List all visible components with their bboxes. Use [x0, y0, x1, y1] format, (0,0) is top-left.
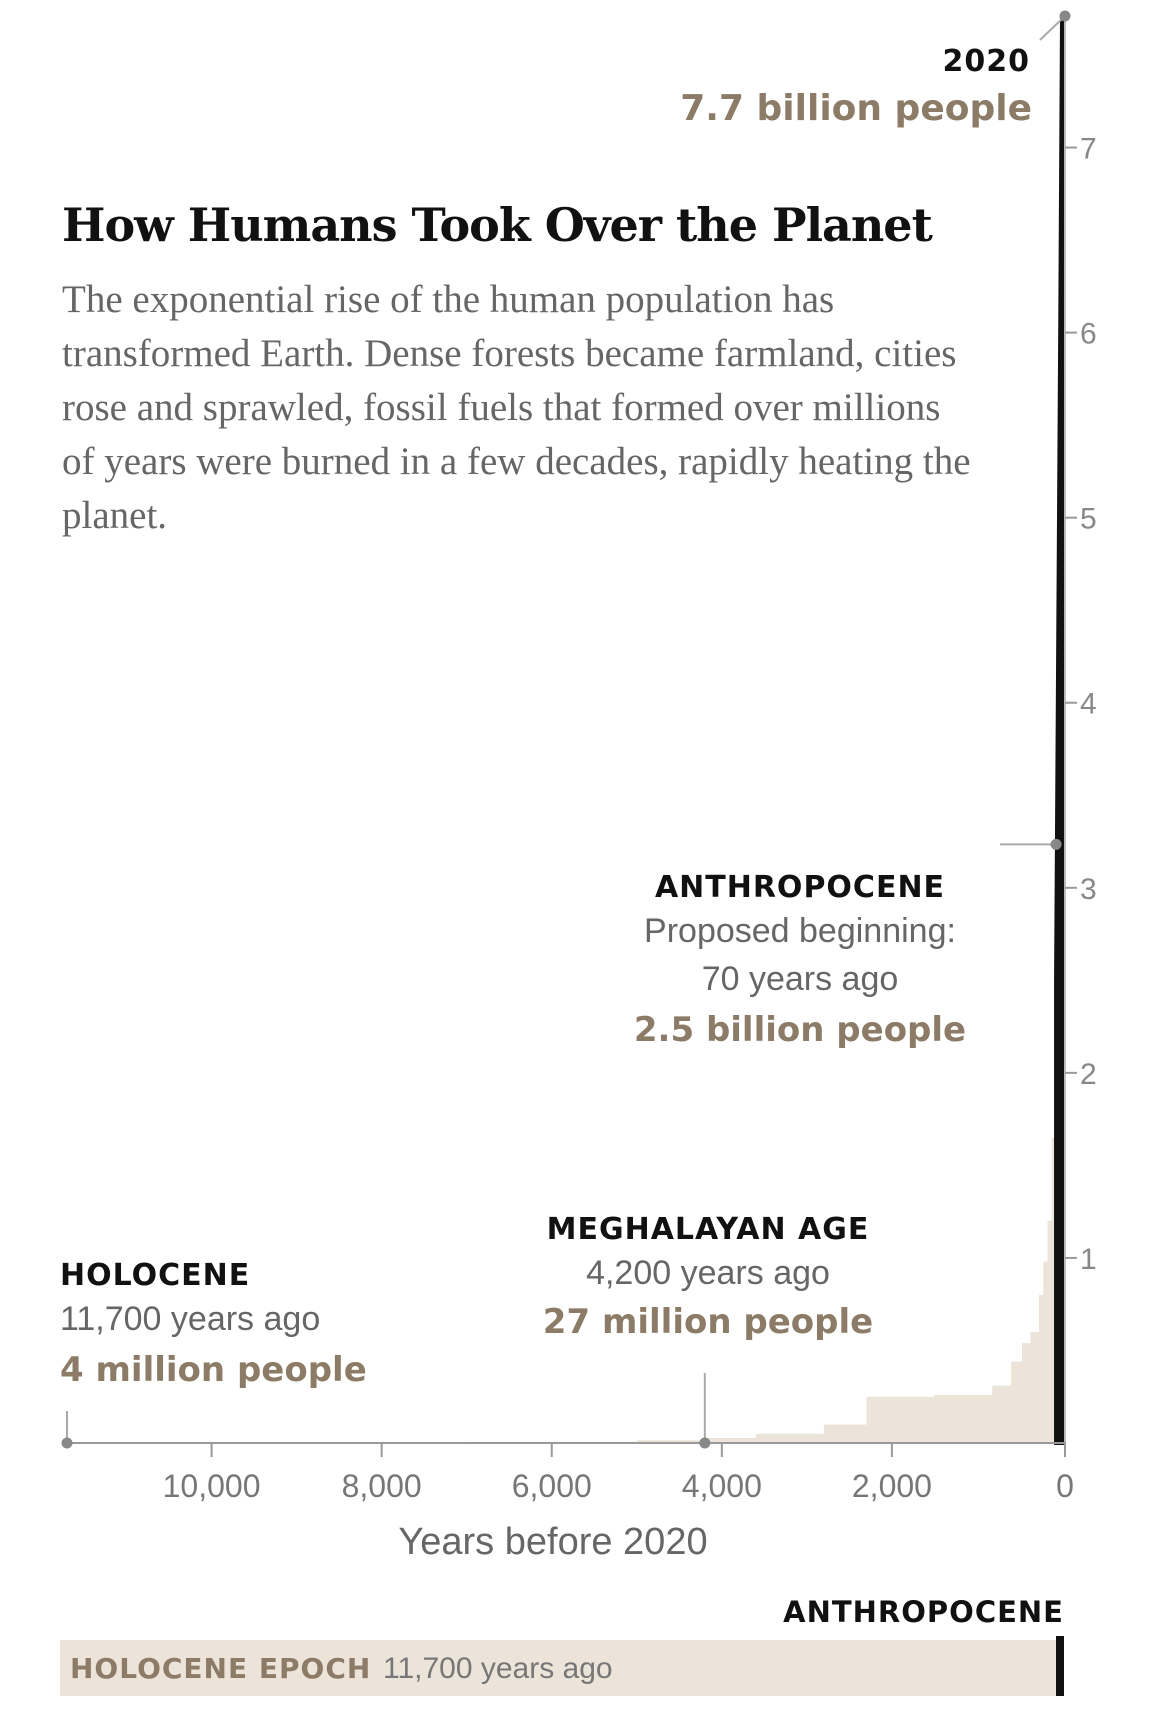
- holocene-epoch-years: 11,700 years ago: [383, 1652, 613, 1685]
- anthropocene-heading: ANTHROPOCENE: [654, 870, 946, 905]
- data-marker-dot: [62, 1438, 73, 1449]
- anthropocene-population-label: 2.5 billion people: [633, 1010, 967, 1050]
- x-tick-label: 4,000: [681, 1468, 762, 1504]
- y-tick-label: 4: [1080, 687, 1097, 721]
- x-axis-title: Years before 2020: [398, 1521, 708, 1563]
- x-tick-label: 0: [1056, 1468, 1074, 1504]
- holocene-population-label: 4 million people: [60, 1350, 367, 1390]
- anthropocene-epoch-bar: [1056, 1636, 1064, 1696]
- x-tick-label: 10,000: [162, 1468, 261, 1504]
- anthropocene-years-label: 70 years ago: [701, 960, 899, 998]
- holocene-heading: HOLOCENE: [60, 1258, 251, 1293]
- chart-title: How Humans Took Over the Planet: [62, 198, 932, 252]
- x-tick-label: 8,000: [341, 1468, 422, 1504]
- timeline-anthropocene-label: ANTHROPOCENE: [783, 1595, 1064, 1629]
- data-marker-dot: [1051, 839, 1062, 850]
- x-tick-label: 2,000: [851, 1468, 932, 1504]
- y-tick-label: 3: [1080, 872, 1097, 906]
- meghalayan-years-label: 4,200 years ago: [586, 1254, 830, 1292]
- data-marker-dot: [1060, 11, 1071, 22]
- y-tick-label: 6: [1080, 317, 1097, 351]
- data-marker-dot: [699, 1438, 710, 1449]
- y-tick-label: 2: [1080, 1057, 1097, 1091]
- holocene-years-label: 11,700 years ago: [60, 1300, 321, 1338]
- y-tick-label: 1: [1080, 1242, 1097, 1276]
- x-tick-label: 6,000: [511, 1468, 592, 1504]
- anthropocene-population-spike: [1056, 18, 1062, 1443]
- y-tick-label: 5: [1080, 502, 1097, 536]
- meghalayan-population-label: 27 million people: [542, 1302, 874, 1342]
- chart-subtitle: The exponential rise of the human population has transformed Earth. Dense forests became farmland, cities rose and sprawled, fossil fuels that formed over millions of years were burned in a few decades, rapidly heating the planet.: [62, 278, 971, 537]
- meghalayan-heading: MEGHALAYAN AGE: [546, 1212, 870, 1247]
- y-tick-label: 7: [1080, 132, 1097, 166]
- anthropocene-proposed-label: Proposed beginning:: [644, 912, 956, 950]
- now-year-label: 2020: [942, 44, 1030, 79]
- holocene-epoch-label: HOLOCENE EPOCH: [70, 1652, 372, 1685]
- now-population-label: 7.7 billion people: [680, 88, 1032, 129]
